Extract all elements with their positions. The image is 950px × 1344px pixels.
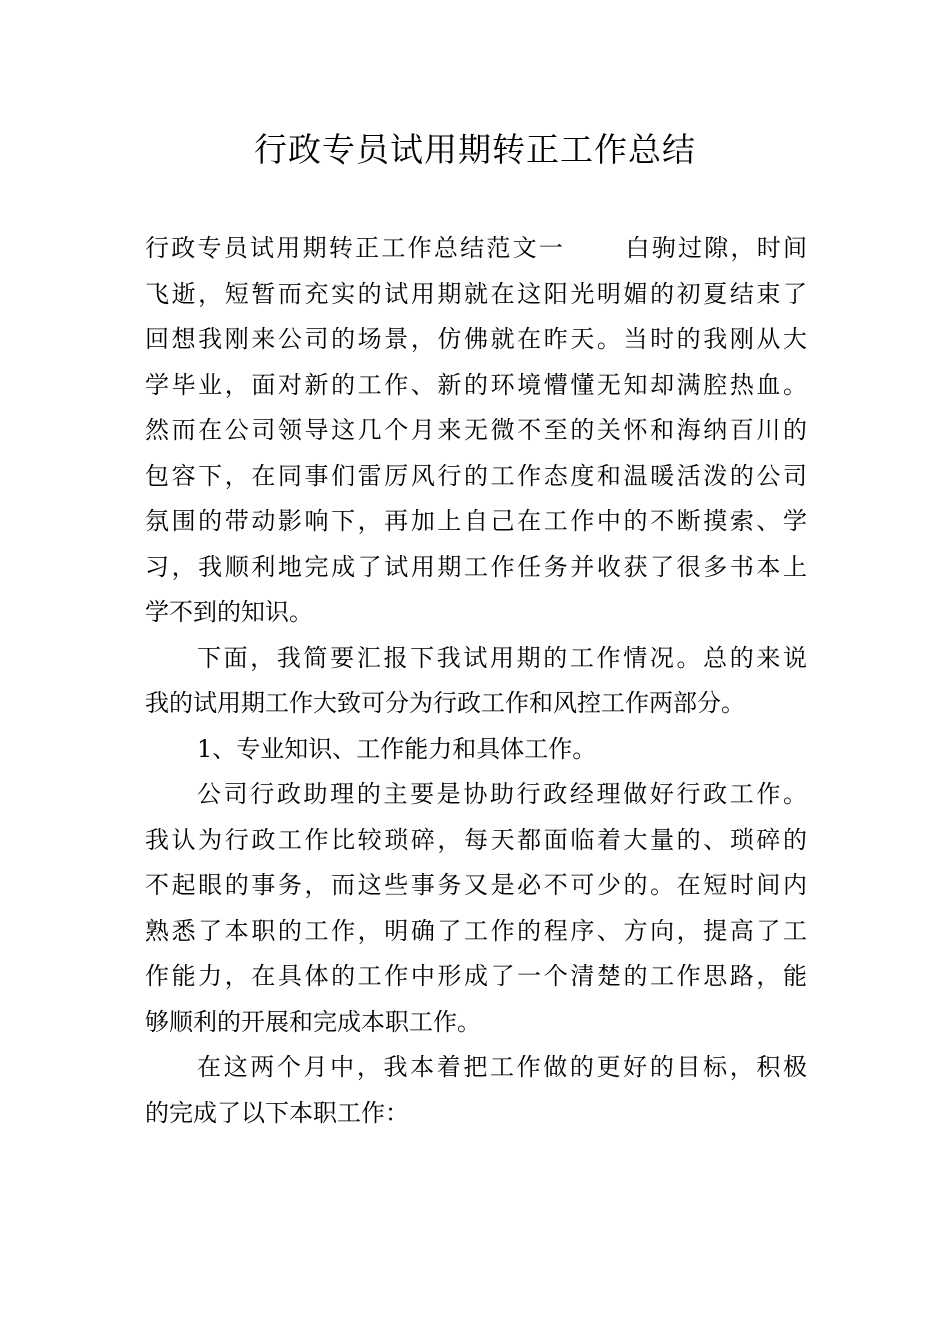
paragraph-line: 飞逝，短暂而充实的试用期就在这阳光明媚的初夏结束了 xyxy=(145,279,807,308)
document-title: 行政专员试用期转正工作总结 xyxy=(254,130,696,169)
paragraph-line: 1、专业知识、工作能力和具体工作。 xyxy=(197,734,597,763)
paragraph-line: 学不到的知识。 xyxy=(145,598,313,626)
paragraph-line: 包容下，在同事们雷厉风行的工作态度和温暖活泼的公司 xyxy=(145,461,807,490)
document-body xyxy=(145,226,807,1136)
paragraph-line: 的完成了以下本职工作： xyxy=(145,1098,409,1127)
paragraph-line: 够顺利的开展和完成本职工作。 xyxy=(145,1007,481,1036)
paragraph-line: 我的试用期工作大致可分为行政工作和风控工作两部分。 xyxy=(145,689,745,717)
paragraph-line: 学毕业，面对新的工作、新的环境懵懂无知却满腔热血。 xyxy=(145,370,807,399)
paragraph-line: 公司行政助理的主要是协助行政经理做好行政工作。 xyxy=(197,780,807,808)
paragraph-overview xyxy=(145,636,807,727)
paragraph-line: 然而在公司领导这几个月来无微不至的关怀和海纳百川的 xyxy=(145,416,807,444)
paragraph-line: 作能力，在具体的工作中形成了一个清楚的工作思路，能 xyxy=(145,962,807,990)
paragraph-line: 习，我顺利地完成了试用期工作任务并收获了很多书本上 xyxy=(145,552,807,581)
paragraph-two-months xyxy=(145,1045,807,1136)
section-heading xyxy=(145,727,807,773)
paragraph-line: 氛围的带动影响下，再加上自己在工作中的不断摸索、学 xyxy=(145,507,807,535)
paragraph-line: 下面，我简要汇报下我试用期的工作情况。总的来说 xyxy=(197,643,807,672)
paragraph-line: 我认为行政工作比较琐碎，每天都面临着大量的、琐碎的 xyxy=(145,825,807,854)
paragraph-line: 在这两个月中，我本着把工作做的更好的目标，积极 xyxy=(197,1053,807,1081)
paragraph-line: 不起眼的事务，而这些事务又是必不可少的。在短时间内 xyxy=(145,871,807,899)
paragraph-intro xyxy=(145,226,807,636)
paragraph-line: 行政专员试用期转正工作总结范文一 白驹过隙，时间 xyxy=(145,234,808,262)
paragraph-admin-work xyxy=(145,772,807,1045)
paragraph-line: 回想我刚来公司的场景，仿佛就在昨天。当时的我刚从大 xyxy=(145,325,807,353)
paragraph-line: 熟悉了本职的工作，明确了工作的程序、方向，提高了工 xyxy=(145,916,807,945)
